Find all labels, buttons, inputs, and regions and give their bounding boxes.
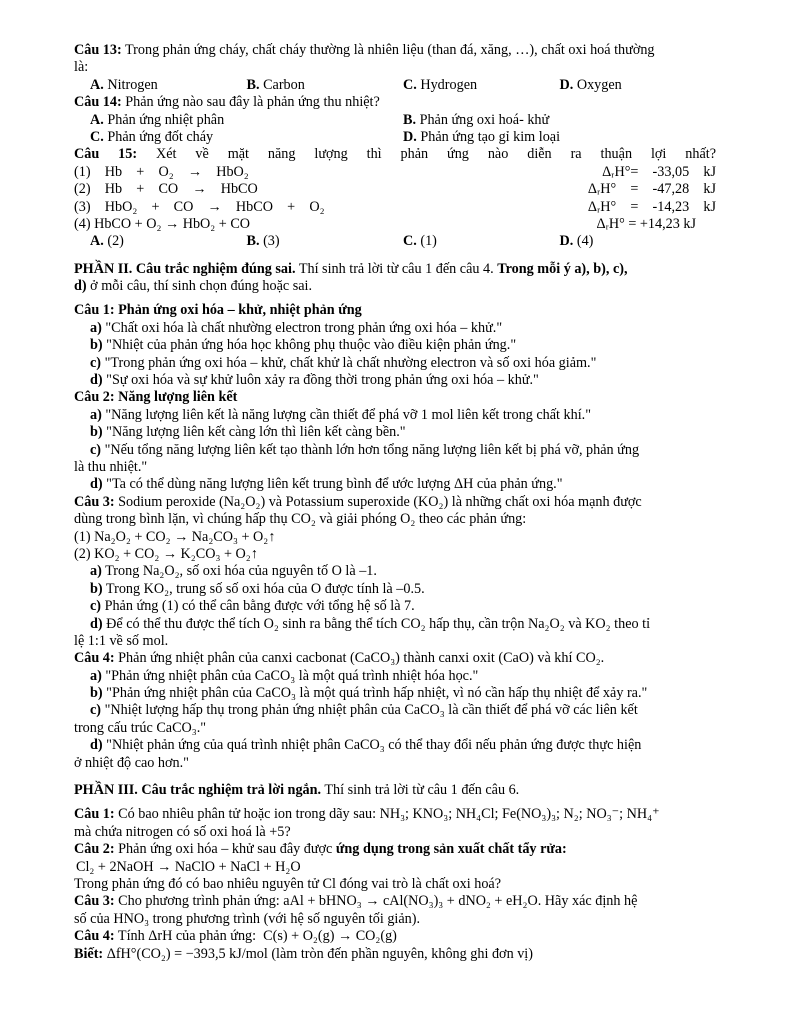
q14-option-c: C. Phản ứng đốt cháy — [90, 128, 214, 145]
p2-q3-line1: Câu 3: Sodium peroxide (Na₂O₂) và Potassium superoxide (KO₂) là những chất oxi hóa mạnh được — [74, 493, 642, 510]
q13-number: Câu 13: — [74, 42, 122, 58]
p3-q4-line2: Biết: ΔfH°(CO₂) = −393,5 kJ/mol (làm tròn đến phần nguyên, không ghi đơn vị) — [74, 945, 533, 962]
q13-options — [74, 77, 716, 94]
q15-option-c: C. (1) — [403, 233, 437, 250]
q14-option-d: D. Phản ứng tạo gỉ kim loại — [403, 128, 561, 145]
q14-option-a: A. Phản ứng nhiệt phân — [90, 111, 225, 128]
q14-options-row2 — [74, 129, 716, 146]
p3-q3-line1: Câu 3: Cho phương trình phản ứng: aAl + bHNO₃ → cAl(NO₃)₃ + dNO₂ + eH₂O. Hãy xác định hệ — [74, 893, 638, 910]
q15-reaction-4: (4) HbCO + O₂ → HbO₂ + CO ΔᵣH° = +14,23 kJ — [74, 215, 696, 232]
p3-q2-equation: Cl₂ + 2NaOH → NaClO + NaCl + H₂O — [76, 858, 301, 875]
p2-q3-d-cont: lệ 1:1 về số mol. — [74, 632, 169, 649]
exam-page — [74, 42, 716, 963]
p2-q4-a: a) "Phản ứng nhiệt phân của CaCO₃ là một quá trình nhiệt hóa học." — [90, 667, 479, 684]
p2-q4-c-cont: trong cấu trúc CaCO₃." — [74, 719, 207, 736]
q13-option-b: B. Carbon — [246, 76, 305, 93]
p2-q4-c: c) "Nhiệt lượng hấp thụ trong phản ứng nhiệt phân của CaCO₃ là cần thiết để phá vỡ các liên kết — [90, 702, 638, 719]
p2-q1-d: d) "Sự oxi hóa và sự khử luôn xảy ra đồng thời trong phản ứng oxi hóa – khử." — [90, 372, 539, 389]
p2-q3-reaction1: (1) Na₂O₂ + CO₂ → Na₂CO₃ + O₂↑ — [74, 528, 276, 545]
part3-title: PHẦN III. Câu trắc nghiệm trả lời ngắn. — [74, 782, 322, 799]
part2-heading-line2: d) ở mỗi câu, thí sinh chọn đúng hoặc sai. — [74, 278, 313, 295]
q15-line — [74, 146, 716, 163]
q14-line — [74, 94, 716, 111]
p2-q3-reaction2: (2) KO₂ + CO₂ → K₂CO₃ + O₂↑ — [74, 545, 258, 562]
p2-q3-d: d) Để có thể thu được thể tích O₂ sinh ra bằng thể tích CO₂ hấp thụ, cần trộn Na₂O₂ và KO₂ theo tỉ — [90, 615, 651, 632]
q15-option-b: B. (3) — [246, 233, 280, 250]
q13-option-c: C. Hydrogen — [403, 76, 478, 93]
p2-q1-b: b) "Nhiệt của phản ứng hóa học không phụ thuộc vào điều kiện phản ứng." — [90, 337, 517, 354]
p2-q4-d: d) "Nhiệt phản ứng của quá trình nhiệt phân CaCO₃ có thể thay đổi nếu phản ứng được thực hiện — [90, 737, 642, 754]
p2-q2-c-cont: là thu nhiệt." — [74, 458, 148, 475]
q14-option-b: B. Phản ứng oxi hoá- khử — [403, 111, 550, 128]
p2-q2-title: Câu 2: Năng lượng liên kết — [74, 389, 238, 406]
p3-q1-line2: mà chứa nitrogen có số oxi hoá là +5? — [74, 823, 291, 840]
q15-options — [74, 233, 716, 250]
part2-title: PHẦN II. Câu trắc nghiệm đúng sai. — [74, 260, 296, 277]
q14-number: Câu 14: — [74, 94, 122, 111]
p2-q2-c: c) "Nếu tổng năng lượng liên kết tạo thành lớn hơn tổng năng lượng liên kết bị phá vỡ, phản ứng — [90, 441, 640, 458]
q13-line — [74, 42, 716, 59]
p2-q3-b: b) Trong KO₂, trung số số oxi hóa của O được tính là –0.5. — [90, 580, 425, 597]
p3-q2-line1: Câu 2: Phản ứng oxi hóa – khử sau đây được ứng dụng trong sản xuất chất tẩy rửa: — [74, 841, 567, 858]
p3-q4-line1: Câu 4: Tính ΔrH của phản ứng: C(s) + O₂(g) → CO₂(g) — [74, 928, 397, 945]
q13-text: Trong phản ứng cháy, chất cháy thường là nhiên liệu (than đá, xăng, …), chất oxi hoá thường — [125, 42, 655, 58]
p3-q2-line3: Trong phản ứng đó có bao nhiêu nguyên tử Cl đóng vai trò là chất oxi hoá? — [74, 875, 502, 892]
q13-option-a: A. Nitrogen — [90, 76, 158, 93]
q14-text: Phản ứng nào sau đây là phản ứng thu nhiệt? — [125, 94, 380, 111]
q15-reaction-2: (2) Hb + CO → HbCO ΔᵣH° = -47,28 kJ — [74, 181, 716, 198]
p2-q3-a: a) Trong Na₂O₂, số oxi hóa của nguyên tố O là –1. — [90, 563, 377, 580]
part2-heading: PHẦN II. Câu trắc nghiệm đúng sai. Thí sinh trả lời từ câu 1 đến câu 4. Trong mỗi ý a), b), c), — [74, 260, 628, 277]
q13-line2: là: — [74, 59, 89, 76]
p2-q2-b: b) "Năng lượng liên kết càng lớn thì liên kết càng bền." — [90, 424, 406, 441]
q15-reaction-3: (3) HbO₂ + CO → HbCO + O₂ ΔᵣH° = -14,23 kJ — [74, 198, 716, 215]
p2-q4-d-cont: ở nhiệt độ cao hơn." — [74, 754, 189, 771]
q15-reaction-1: (1) Hb + O₂ → HbO₂ ΔᵣH°= -33,05 kJ — [74, 163, 716, 180]
p2-q1-c: c) "Trong phản ứng oxi hóa – khử, chất khử là chất nhường electron và số oxi hóa giảm." — [90, 354, 597, 371]
q14-options-row1 — [74, 112, 716, 129]
p3-q1-line1: Câu 1: Có bao nhiêu phân tử hoặc ion trong dãy sau: NH₃; KNO₃; NH₄Cl; Fe(NO₃)₃; N₂; NO₃⁻; NH₄⁺ — [74, 806, 660, 823]
q15-option-d: D. (4) — [559, 233, 594, 250]
q15-option-a: A. (2) — [90, 233, 124, 250]
q15-text: Xét về mặt năng lượng thì phản ứng nào diễn ra thuận lợi nhất? — [155, 146, 716, 163]
p2-q4-b: b) "Phản ứng nhiệt phân của CaCO₃ là một quá trình hấp nhiệt, vì nó cần hấp thụ nhiệt để xảy ra." — [90, 685, 648, 702]
p2-q2-a: a) "Năng lượng liên kết là năng lượng cần thiết để phá vỡ 1 mol liên kết trong chất khí." — [90, 406, 591, 423]
p2-q2-d: d) "Ta có thể dùng năng lượng liên kết trung bình để ước lượng ΔH của phản ứng." — [90, 476, 563, 493]
p2-q1-title: Câu 1: Phản ứng oxi hóa – khử, nhiệt phản ứng — [74, 302, 362, 319]
p3-q3-line2: số của HNO₃ trong phương trình (với hệ số nguyên tối giản). — [74, 910, 421, 927]
q15-number: Câu 15: — [74, 146, 138, 163]
p2-q4-line1: Câu 4: Phản ứng nhiệt phân của canxi cacbonat (CaCO₃) thành canxi oxit (CaO) và khí CO₂. — [74, 650, 605, 667]
part3-heading: PHẦN III. Câu trắc nghiệm trả lời ngắn. Thí sinh trả lời từ câu 1 đến câu 6. — [74, 782, 520, 799]
q13-option-d: D. Oxygen — [559, 76, 622, 93]
p2-q3-c: c) Phản ứng (1) có thể cân bằng được với tổng hệ số là 7. — [90, 598, 415, 615]
p2-q3-line2: dùng trong bình lặn, vì chúng hấp thụ CO₂ và giải phóng O₂ theo các phản ứng: — [74, 511, 527, 528]
p2-q1-a: a) "Chất oxi hóa là chất nhường electron trong phản ứng oxi hóa – khử." — [90, 319, 503, 336]
